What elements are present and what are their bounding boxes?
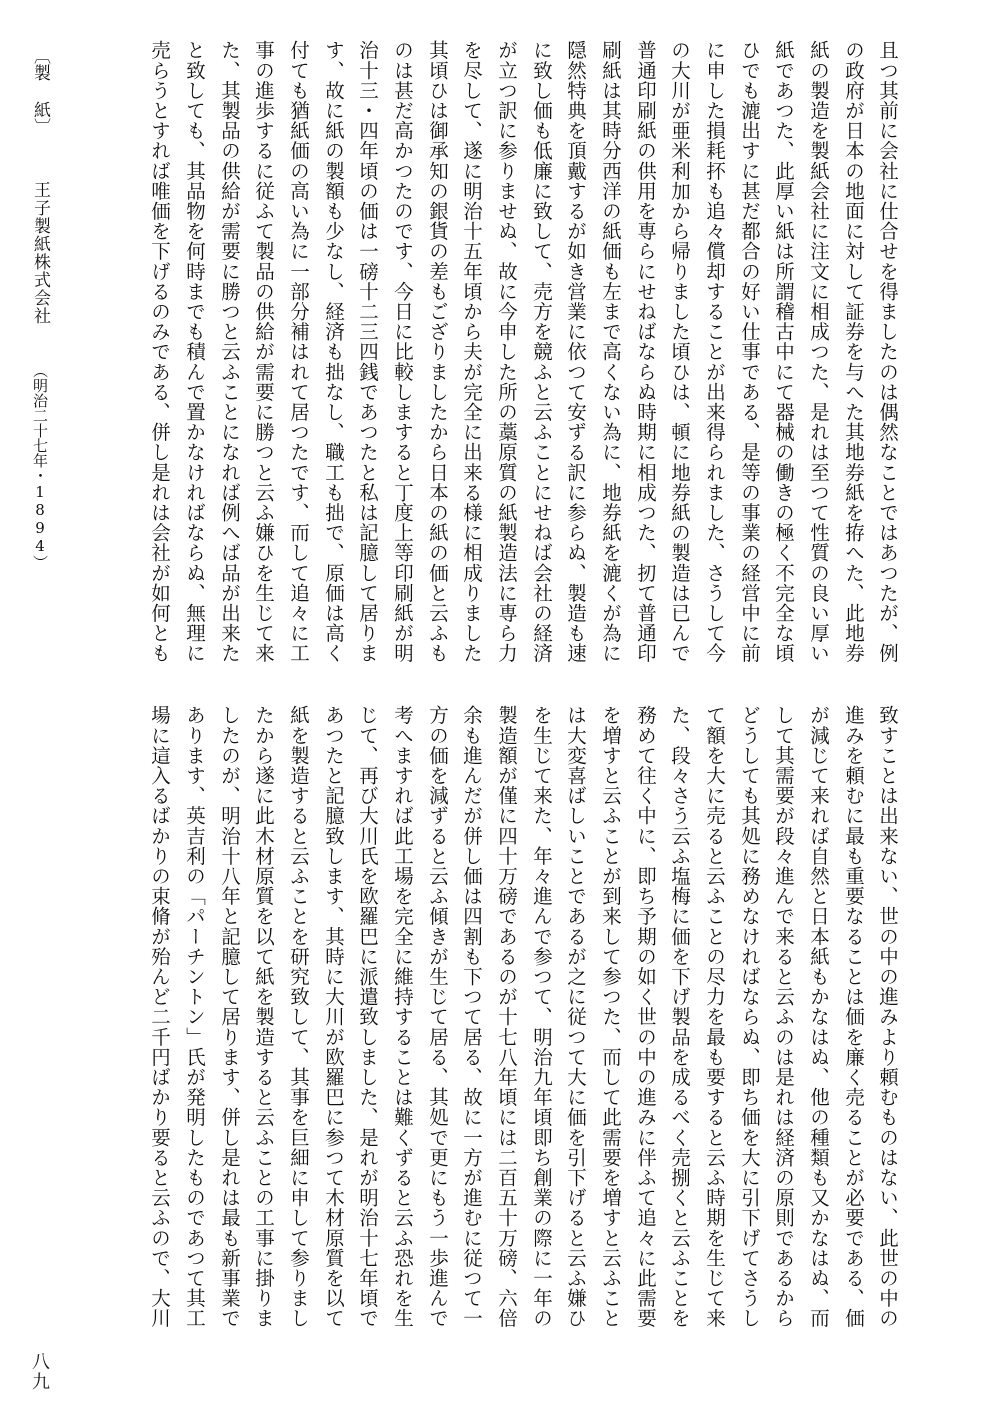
text-column: が減じて来れば自然と日本紙もかなはぬ、他の種類も又かなはぬ、而 [807,705,830,1329]
text-column: たから遂に此木材原質を以て紙を製造すると云ふことの工事に掛りま [252,705,275,1329]
text-column: た、段々さう云ふ塩梅に価を下げ製品を成るべく売捌くと云ふことを [668,705,691,1329]
text-column: 売らうとすれば唯価を下げるのみである、併し是れは会社が如何とも [148,40,171,664]
running-header [28,47,53,570]
text-column: を増すと云ふことが到来して参つた、而して此需要を増すと云ふこと [599,705,622,1329]
text-column: 場に這入るばかりの束脩が殆んど二千円ばかり要ると云ふので、大川 [148,705,171,1329]
text-column: 方の価を減ずると云ふ傾きが生じて居る、其処で更にもう一歩進んで [426,705,449,1329]
text-column: 紙であつた、此厚い紙は所謂稽古中にて器械の働きの極く不完全な頃 [772,40,795,664]
text-column: に致し価も低廉に致して、売方を競ふと云ふことにせねば会社の経済 [530,40,553,664]
text-column: の大川が亜米利加から帰りました頃ひは、頓に地券紙の製造は已んで [668,40,691,664]
text-column: あつたと記臆致します、其時に大川が欧羅巴に参つて木材原質を以て [322,705,345,1329]
text-column: のは甚だ高かつたのです、今日に比較しますると丁度上等印刷紙が明 [391,40,414,664]
text-column: 考へますれば此工場を完全に維持することは難くずると云ふ恐れを生 [391,705,414,1329]
text-column: 紙の製造を製紙会社に注文に相成つた、是れは至つて性質の良い厚い [807,40,830,664]
text-column: 余も進んだが併し価は四割も下つて居る、故に一方が進むに従つて一 [460,705,483,1329]
text-column: に申した損耗抔も追々償却することが出来得られました、さうして今 [703,40,726,664]
organization-name: 王子製紙株式会社 [30,181,50,325]
text-column: したのが、明治十八年と記臆して居ります、併し是れは最も新事業で [218,705,241,1329]
text-column: が立つ訳に参りませぬ、故に今申した所の藁原質の紙製造法に専ら力 [495,40,518,664]
text-column: 其頃ひは御承知の銀貨の差もござりましたから日本の紙の価と云ふも [426,40,449,664]
text-column: 治十三・四年頃の価は一磅十二三四銭であつたと私は記臆して居りま [356,40,379,664]
text-column: は大変喜ばしいことであるが之に従つて大に価を引下げると云ふ嫌ひ [564,705,587,1329]
text-column: 進みを頼むに最も重要なることは価を廉く売ることが必要である、価 [842,705,865,1329]
text-column: 製造額が僅に四十万磅であるのが十七八年頃には二百五十万磅、六倍 [495,705,518,1329]
text-column: 且つ其前に会社に仕合せを得ましたのは偶然なことではあつたが、例 [876,40,899,664]
section-category: 〔製 紙〕 [30,47,50,135]
text-column: て額を大に売ると云ふことの尽力を最も要すると云ふ時期を生じて来 [703,705,726,1329]
page-number: 八九 [29,1352,50,1392]
publication-date: （明治二十七年・1894） [31,363,49,570]
text-column: 普通印刷紙の供用を専らにせねばならぬ時期に相成つた、扨て普通印 [634,40,657,664]
text-column: す、故に紙の製額も少なし、経済も拙なし、職工も拙で、原価は高く [322,40,345,664]
text-column: 刷紙は其時分西洋の紙価も左まで高くない為に、地券紙を漉くが為に [599,40,622,664]
text-column: じて、再び大川氏を欧羅巴に派遣致しました、是れが明治十七年頃で [356,705,379,1329]
text-column: ひでも漉出すに甚だ都合の好い仕事である、是等の事業の経営中に前 [738,40,761,664]
text-column: 致すことは出来ない、世の中の進みより頼むものはない、此世の中の [876,705,899,1329]
text-column: 事の進歩するに従ふて製品の供給が需要に勝つと云ふ嫌ひを生じて来 [252,40,275,664]
text-column: して其需要が段々進んで来ると云ふのは是れは経済の原則であるから [772,705,795,1329]
text-column: た、其製品の供給が需要に勝つと云ふことになれば例へば品が出来た [218,40,241,664]
text-column: 付ても猶紙価の高い為に一部分補はれて居つたです、而して追々に工 [287,40,310,664]
text-column: と致しても、其品物を何時までも積んで置かなければならぬ、無理に [183,40,206,664]
text-column: 隠然特典を頂戴するが如き営業に依つて安ずる訳に参らぬ、製造も速 [564,40,587,664]
text-column: 務めて往く中に、即ち予期の如く世の中の進みに伴ふて追々に此需要 [634,705,657,1329]
text-column: 紙を製造すると云ふことを研究致して、其事を巨細に申して参りまし [287,705,310,1329]
text-column: を尽して、遂に明治十五年頃から夫が完全に出来る様に相成りました [460,40,483,664]
text-column: どうしても其処に務めなければならぬ、即ち価を大に引下げてさうし [738,705,761,1329]
text-column: を生じて来た、年々進んで参つて、明治九年頃即ち創業の際に一年の [530,705,553,1329]
text-column: あります、英吉利の「パーチントン」氏が発明したものであつて其工 [183,705,206,1329]
text-column: の政府が日本の地面に対して証券を与へた其地券紙を拵へた、此地券 [842,40,865,664]
